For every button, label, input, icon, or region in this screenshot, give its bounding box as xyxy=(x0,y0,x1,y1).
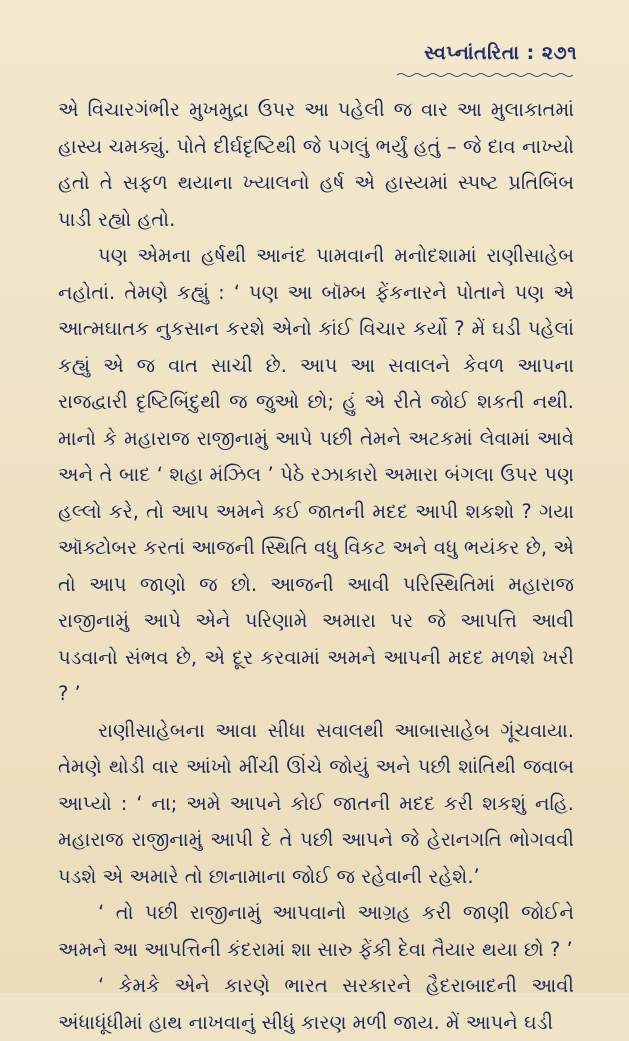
paragraph-2: પણ એમના હર્ષથી આનંદ પામવાની મનોદશામાં રાણીસાહેબ નહોતાં. તેમણે કહ્યું : ‘ પણ આ બૉમ્બ ફેંકનારને પોતાને પણ એ આત્મઘાતક નુકસાન કરશે એનો કાંઈ વિચાર કર્યો ? મેં ઘડી પહેલાં કહ્યું એ જ વાત સાચી છે. આપ આ સવાલને કેવળ આપના રાજદ્વારી દૃષ્ટિબિંદુથી જ જુઓ છો; હું એ રીતે જોઈ શકતી નથી. માનો કે મહારાજ રાજીનામું આપે પછી તેમને અટકમાં લેવામાં આવે અને તે બાદ ‘ શહા મંઝિલ ’ પેઠે રઝાકારો અમારા બંગલા ઉપર પણ હલ્લો કરે, તો આપ અમને કઈ જાતની મદદ આપી શકશો ? ગયા ઑક્ટોબર કરતાં આજની સ્થિતિ વધુ વિકટ અને વધુ ભયંકર છે, એ તો આપ જાણો જ છો. આજની આવી પરિસ્થિતિમાં મહારાજ રાજીનામું આપે એને પરિણામે અમારા પર જે આપત્તિ આવી પડવાનો સંભવ છે, એ દૂર કરવામાં અમને આપની મદદ મળશે ખરી ? ’ xyxy=(58,244,574,705)
paragraph-1: એ વિચારગંભીર મુખમુદ્રા ઉપર આ પહેલી જ વાર આ મુલાકાતમાં હાસ્ય ચમક્યું. પોતે દીર્ઘદૃષ્ટિથી જે પગલું ભર્યું હતું – જે દાવ નાખ્યો હતો તે સફળ થયાના ખ્યાલનો હર્ષ એ હાસ્યમાં સ્પષ્ટ પ્રતિબિંબ પાડી રહ્યો હતો. xyxy=(58,98,574,231)
paragraph-3: રાણીસાહેબના આવા સીધા સવાલથી આબાસાહેબ ગૂંચવાયા. તેમણે થોડી વાર આંખો મીંચી ઊંચે જોયું અને પછી શાંતિથી જવાબ આપ્યો : ‘ ના; અમે આપને કોઈ જાતની મદદ કરી શકશું નહિ. મહારાજ રાજીનામું આપી દે તે પછી આપને જે હેરાનગતિ ભોગવવી પડશે એ અમારે તો છાનામાના જોઈ જ રહેવાની રહેશે.’ xyxy=(58,718,574,888)
header-wavy-rule xyxy=(397,72,573,78)
paragraph-5: ‘ કેમકે એને કારણે ભારત સરકારને હૈદરાબાદની આવી અંધાધૂંધીમાં હાથ નાખવાનું સીધું કારણ મળી જાય. મેં આપને ઘડી xyxy=(58,974,574,1034)
running-header: સ્વપ્નાંતરિતા : ૨૭૧ xyxy=(424,42,577,64)
body-text xyxy=(58,92,574,1041)
paragraph-4: ‘ તો પછી રાજીનામું આપવાનો આગ્રહ કરી જાણી જોઈને અમને આ આપત્તિની કંદરામાં શા સારુ ફેંકી દેવા તૈયાર થયા છો ? ’ xyxy=(58,901,574,961)
